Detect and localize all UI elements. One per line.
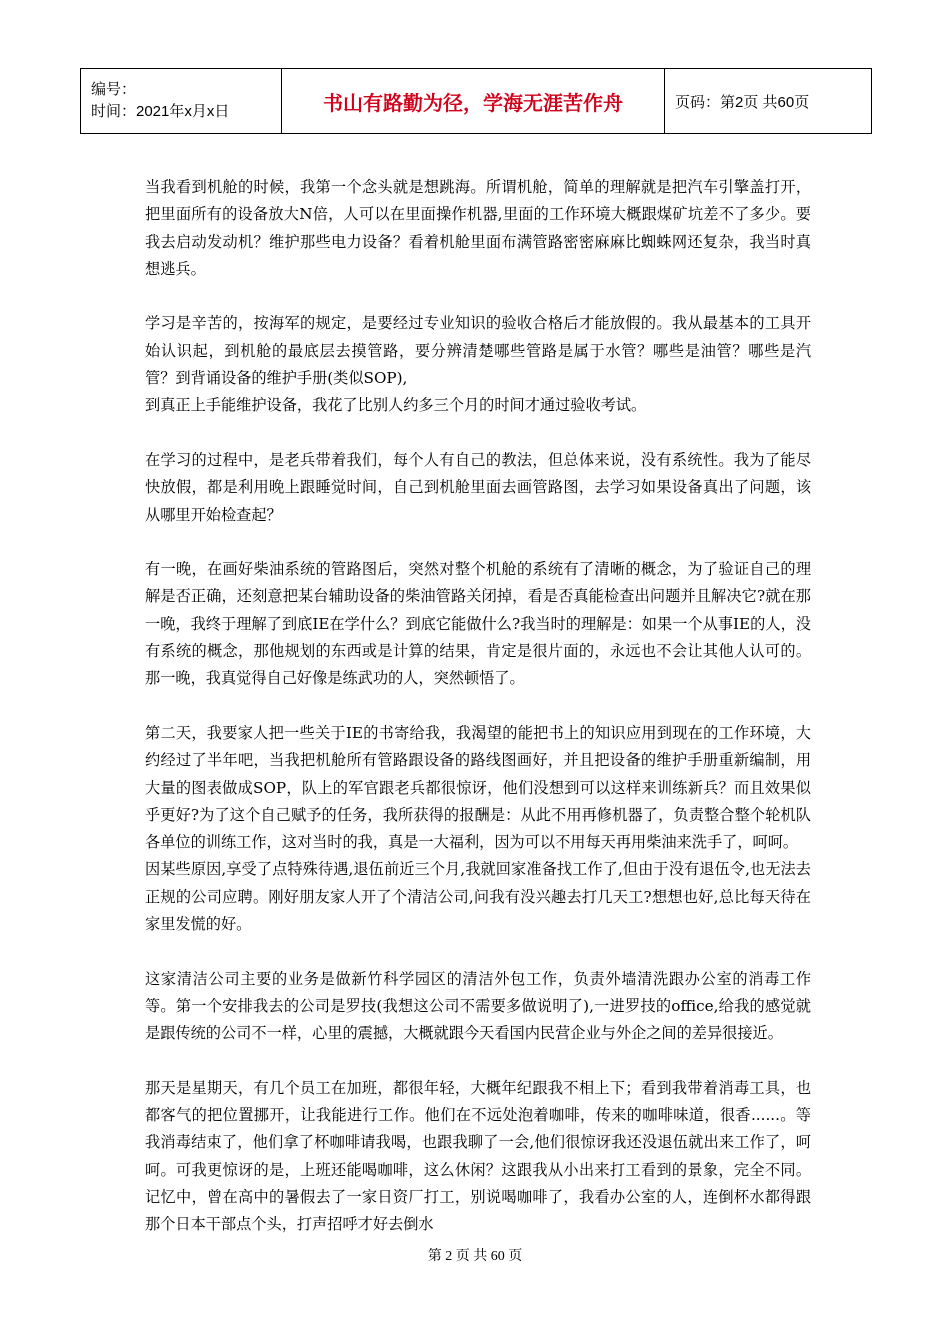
page-footer: 第 2 页 共 60 页 [427,1249,523,1264]
paragraph: 在学习的过程中，是老兵带着我们，每个人有自己的教法，但总体来说，没有系统性。我为了能尽快放假，都是利用晚上跟睡觉时间，自己到机舱里面去画管路图，去学习如果设备真出了问题，该从哪里开始检查起？ [145,450,811,524]
header-motto: 书山有路勤为径，学海无涯苦作舟 [282,69,665,134]
paragraph: 当我看到机舱的时候，我第一个念头就是想跳海。所谓机舱，简单的理解就是把汽车引擎盖打开，把里面所有的设备放大N倍，人可以在里面操作机器,里面的工作环境大概跟煤矿坑差不了多少。要我去启动发动机？维护那些电力设备？看着机舱里面布满管路密密麻麻比蜘蛛网还复杂，我当时真想逃兵。 [145,178,811,278]
document-date: 时间：2021年x月x日 [91,103,230,120]
paragraph: 那天是星期天，有几个员工在加班，都很年轻，大概年纪跟我不相上下；看到我带着消毒工具，也都客气的把位置挪开，让我能进行工作。他们在不远处泡着咖啡，传来的咖啡味道，很香......。等我消毒结束了，他们拿了杯咖啡请我喝，也跟我聊了一会,他们很惊讶我还没退伍就出来工作了，呵呵。可我更惊讶的是，上班还能喝咖啡，这么休闲？这跟我从小出来打工看到的景象，完全不同。记忆中，曾在高中的暑假去了一家日资厂打工，别说喝咖啡了，我看办公室的人，连倒杯水都得跟那个日本干部点个头，打声招呼才好去倒水 [145,1078,811,1234]
paragraph: 因某些原因,享受了点特殊待遇,退伍前近三个月,我就回家准备找工作了,但由于没有退伍令,也无法去正规的公司应聘。刚好朋友家人开了个清洁公司,问我有没兴趣去打几天工?想想也好,总比每天待在家里发慌的好。 [145,860,811,934]
page-header [80,68,872,134]
document-number: 编号： [91,81,137,98]
paragraph: 学习是辛苦的，按海军的规定，是要经过专业知识的验收合格后才能放假的。我从最基本的工具开始认识起，到机舱的最底层去摸管路，要分辨清楚哪些管路是属于水管？哪些是油管？哪些是汽管？到背诵设备的维护手册(类似SOP), [145,314,811,388]
header-page-info: 页码：第2页 共60页 [665,69,872,134]
header-meta [81,69,282,134]
paragraph: 有一晚，在画好柴油系统的管路图后，突然对整个机舱的系统有了清晰的概念，为了验证自己的理解是否正确，还刻意把某台辅助设备的柴油管路关闭掉，看是否真能检查出问题并且解决它?就在那一晚，我终于理解了到底IE在学什么？到底它能做什么?我当时的理解是：如果一个从事IE的人，没有系统的概念，那他规划的东西或是计算的结果，肯定是很片面的，永远也不会让其他人认可的。那一晚，我真觉得自己好像是练武功的人，突然顿悟了。 [145,560,811,688]
paragraph: 第二天，我要家人把一些关于IE的书寄给我，我渴望的能把书上的知识应用到现在的工作环境，大约经过了半年吧，当我把机舱所有管路跟设备的路线图画好，并且把设备的维护手册重新编制，用大量的图表做成SOP，队上的军官跟老兵都很惊讶，他们没想到可以这样来训练新兵？而且效果似乎更好?为了这个自己赋予的任务，我所获得的报酬是：从此不用再修机器了，负责整合整个轮机队各单位的训练工作，这对当时的我，真是一大福利，因为可以不用每天再用柴油来洗手了，呵呵。 [145,723,811,852]
paragraph: 这家清洁公司主要的业务是做新竹科学园区的清洁外包工作，负责外墙清洗跟办公室的消毒工作等。第一个安排我去的公司是罗技(我想这公司不需要多做说明了),一进罗技的office,给我的感觉就是跟传统的公司不一样，心里的震撼，大概就跟今天看国内民营企业与外企之间的差异很接近。 [145,969,811,1043]
document-body [145,174,811,1239]
paragraph: 到真正上手能维护设备，我花了比别人约多三个月的时间才通过验收考试。 [145,396,647,415]
